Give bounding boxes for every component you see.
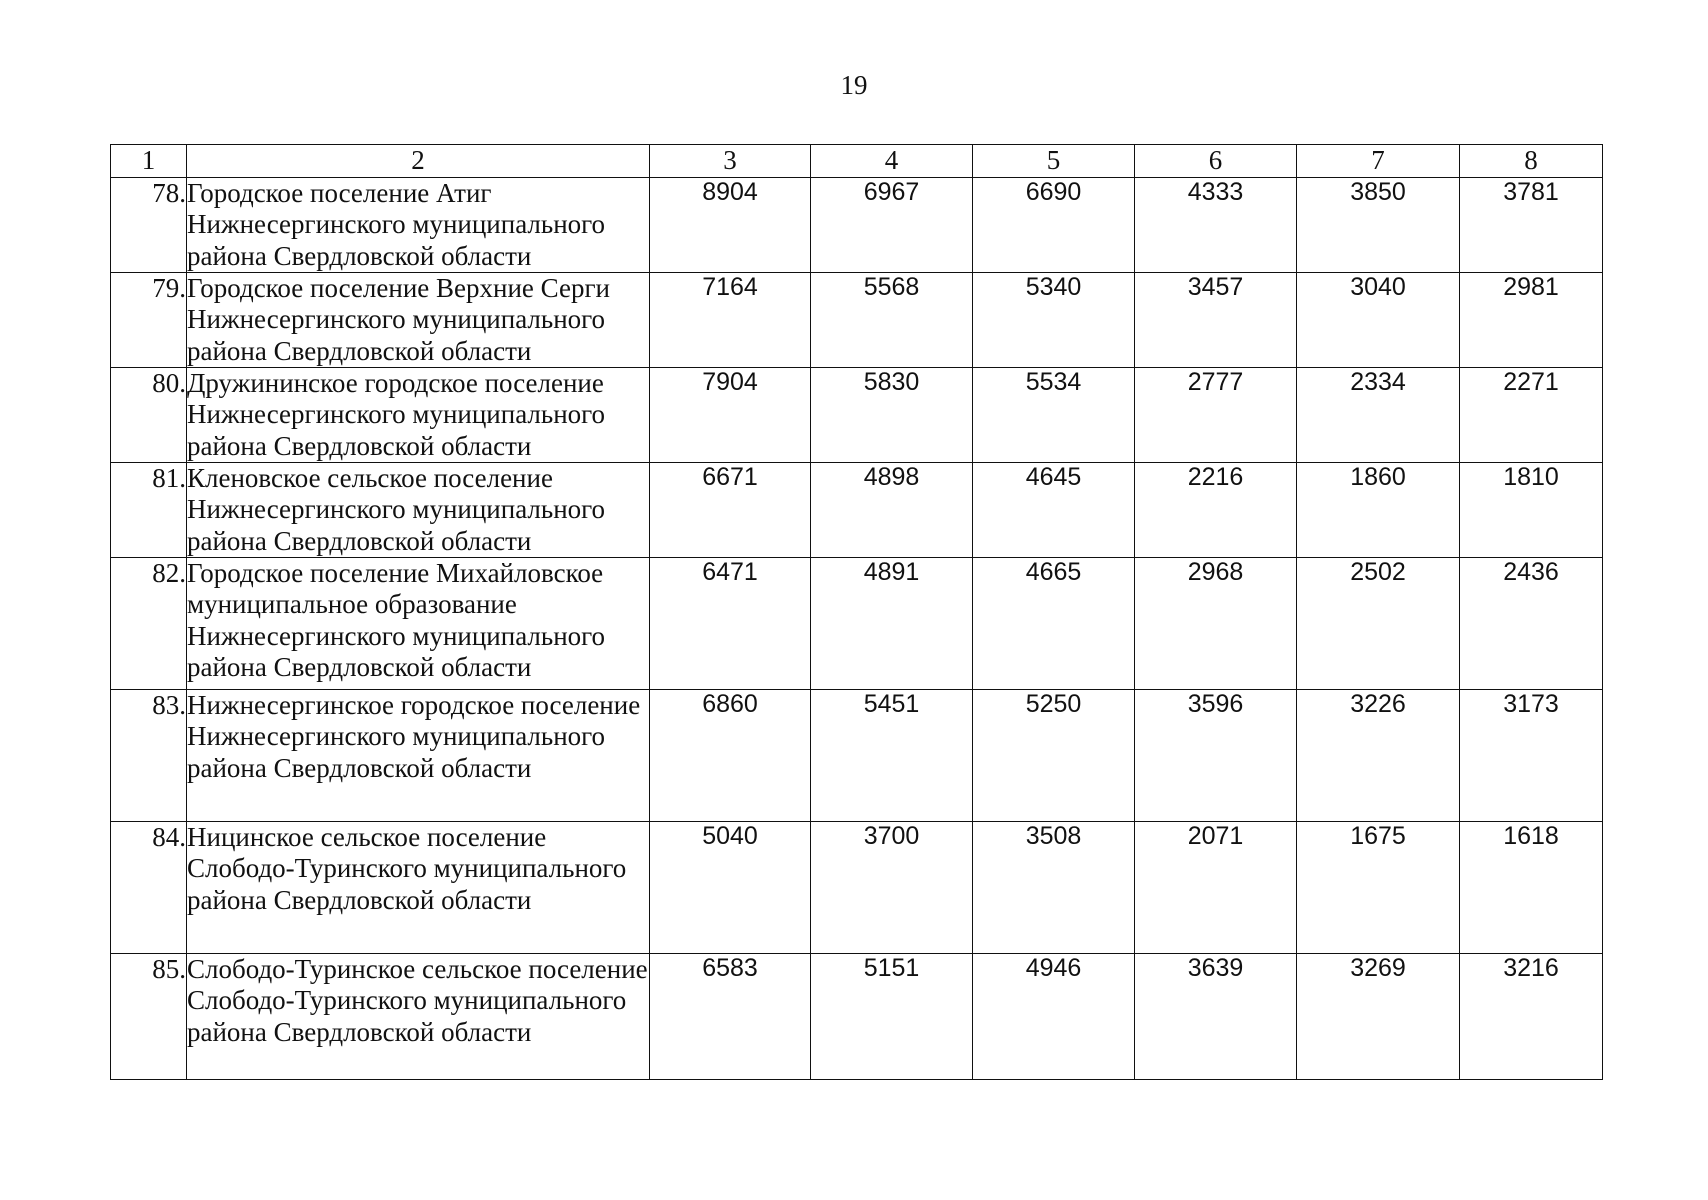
value-cell: 4645 [973,463,1135,558]
column-header: 2 [187,145,650,178]
value-cell: 5830 [811,368,973,463]
row-number: 81. [111,463,187,558]
value-cell: 6583 [650,954,811,1080]
value-cell: 3781 [1460,178,1603,273]
table-row [111,178,1603,273]
value-cell: 3269 [1297,954,1460,1080]
value-cell: 5340 [973,273,1135,368]
value-cell: 3173 [1460,690,1603,822]
value-cell: 2071 [1135,822,1297,954]
value-cell: 3226 [1297,690,1460,822]
value-cell: 2334 [1297,368,1460,463]
column-header: 7 [1297,145,1460,178]
value-cell: 5151 [811,954,973,1080]
value-cell: 3639 [1135,954,1297,1080]
data-table [110,144,1603,1080]
value-cell: 6671 [650,463,811,558]
page-number: 19 [840,70,868,100]
column-number-header-row [111,145,1603,178]
row-number: 84. [111,822,187,954]
value-cell: 2968 [1135,558,1297,690]
row-number: 83. [111,690,187,822]
value-cell: 4665 [973,558,1135,690]
value-cell: 7904 [650,368,811,463]
value-cell: 4333 [1135,178,1297,273]
value-cell: 3596 [1135,690,1297,822]
value-cell: 6471 [650,558,811,690]
value-cell: 5568 [811,273,973,368]
value-cell: 8904 [650,178,811,273]
table-row [111,690,1603,822]
municipality-name: Слободо-Туринское сельское поселение Слободо-Туринского муниципального района Свердловской области [187,954,650,1080]
value-cell: 6690 [973,178,1135,273]
value-cell: 1810 [1460,463,1603,558]
column-header: 4 [811,145,973,178]
municipality-name: Городское поселение Атиг Нижнесергинского муниципального района Свердловской области [187,178,650,273]
value-cell: 2777 [1135,368,1297,463]
value-cell: 2502 [1297,558,1460,690]
municipality-name: Дружининское городское поселение Нижнесергинского муниципального района Свердловской области [187,368,650,463]
value-cell: 3700 [811,822,973,954]
value-cell: 5250 [973,690,1135,822]
value-cell: 4946 [973,954,1135,1080]
value-cell: 3040 [1297,273,1460,368]
column-header: 8 [1460,145,1603,178]
municipality-name: Городское поселение Михайловское муниципальное образование Нижнесергинского муниципального района Свердловской области [187,558,650,690]
value-cell: 2216 [1135,463,1297,558]
value-cell: 1618 [1460,822,1603,954]
value-cell: 3216 [1460,954,1603,1080]
value-cell: 6967 [811,178,973,273]
value-cell: 3508 [973,822,1135,954]
value-cell: 4898 [811,463,973,558]
table-row [111,368,1603,463]
municipality-name: Нижнесергинское городское поселение Нижнесергинского муниципального района Свердловской области [187,690,650,822]
value-cell: 5534 [973,368,1135,463]
row-number: 80. [111,368,187,463]
column-header: 5 [973,145,1135,178]
table-row [111,822,1603,954]
municipality-name: Городское поселение Верхние Серги Нижнесергинского муниципального района Свердловской области [187,273,650,368]
row-number: 82. [111,558,187,690]
table-row [111,558,1603,690]
row-number: 79. [111,273,187,368]
row-number: 78. [111,178,187,273]
table-row [111,463,1603,558]
value-cell: 1675 [1297,822,1460,954]
municipality-name: Ницинское сельское поселение Слободо-Туринского муниципального района Свердловской области [187,822,650,954]
column-header: 1 [111,145,187,178]
value-cell: 6860 [650,690,811,822]
value-cell: 3850 [1297,178,1460,273]
value-cell: 2436 [1460,558,1603,690]
column-header: 6 [1135,145,1297,178]
value-cell: 3457 [1135,273,1297,368]
value-cell: 2271 [1460,368,1603,463]
table-row [111,954,1603,1080]
value-cell: 1860 [1297,463,1460,558]
value-cell: 4891 [811,558,973,690]
value-cell: 7164 [650,273,811,368]
table-row [111,273,1603,368]
row-number: 85. [111,954,187,1080]
value-cell: 2981 [1460,273,1603,368]
value-cell: 5040 [650,822,811,954]
municipality-name: Кленовское сельское поселение Нижнесергинского муниципального района Свердловской области [187,463,650,558]
value-cell: 5451 [811,690,973,822]
column-header: 3 [650,145,811,178]
